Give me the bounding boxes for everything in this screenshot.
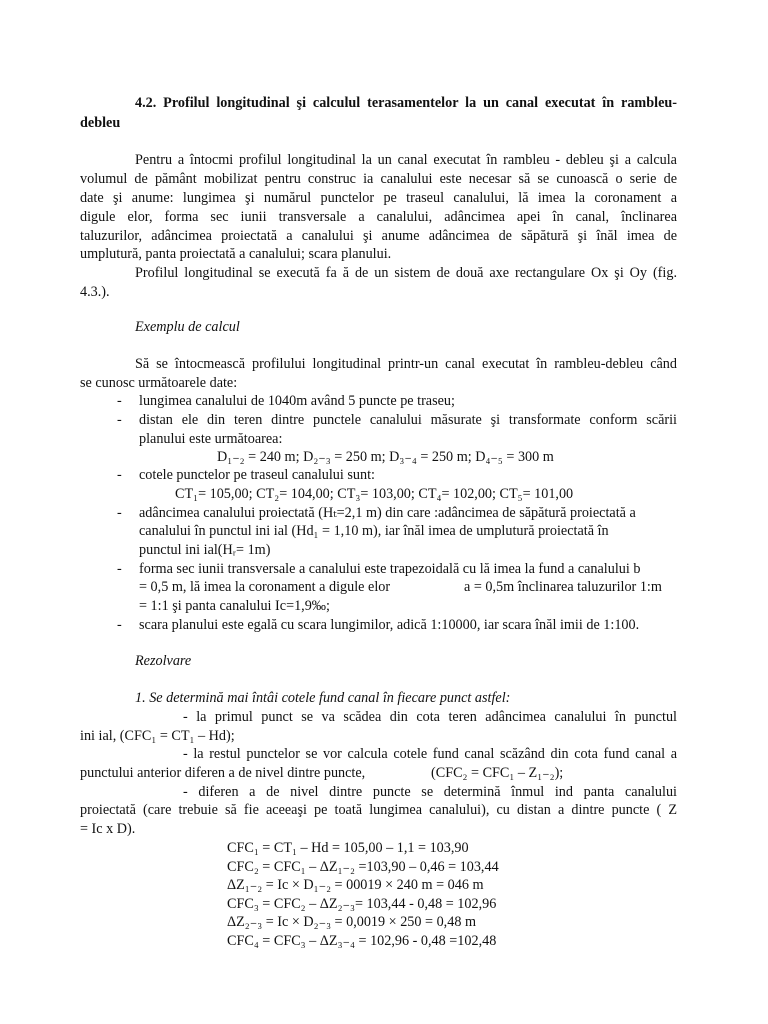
example-line: se cunosc următoarele date: [80, 375, 238, 391]
formula-line: ΔZ₂₋₃ = Ic × D₂₋₃ = 0,0019 × 250 = 0,48 m [227, 914, 477, 930]
bullet-text: = 1:1 şi panta canalului Ic=1,9‰; [139, 598, 330, 614]
bullet-dash: - [117, 505, 122, 521]
formula-line: CFC₁ = CT₁ – Hd = 105,00 – 1,1 = 103,90 [227, 840, 469, 856]
solution-line: ini ial, (CFC₁ = CT₁ – Hd); [80, 728, 235, 744]
bullet-text: lungimea canalului de 1040m având 5 puncte pe traseu; [139, 393, 455, 409]
bullet-text: canalului în punctul ini ial (Hd₁ = 1,10 m), iar înăl imea de umplutură proiectată în [139, 523, 609, 539]
bullet-text: a = 0,5m înclinarea taluzurilor 1:m [464, 579, 662, 595]
solution-line: punctului anterior diferen a de nivel dintre puncte, [80, 765, 366, 781]
solution-line: - la primul punct se va scădea din cota teren adâncimea canalului în punctul [183, 709, 677, 725]
bullet-text: adâncimea canalului proiectată (Hₜ=2,1 m) din care :adâncimea de săpătură proiectată a [139, 505, 636, 521]
bullet-text: planului este următoarea: [139, 431, 283, 447]
solution-heading: Rezolvare [135, 653, 192, 669]
intro-line: Pentru a întocmi profilul longitudinal la un canal executat în rambleu - debleu şi a calcula [135, 152, 677, 168]
bullet-text: cotele punctelor pe traseul canalului sunt: [139, 467, 375, 483]
solution-line: - la restul punctelor se vor calcula cotele fund canal scăzând din cota fund canal a [183, 746, 677, 762]
distances-equation: D₁₋₂ = 240 m; D₂₋₃ = 250 m; D₃₋₄ = 250 m; D₄₋₅ = 300 m [217, 449, 554, 465]
intro-line: Profilul longitudinal se execută fa ă de un sistem de două axe rectangulare Ox şi Oy (fig. [135, 265, 677, 281]
bullet-text: scara planului este egală cu scara lungimilor, adică 1:10000, iar scara înăl imii de 1:100. [139, 617, 640, 633]
bullet-dash: - [117, 561, 122, 577]
solution-line: proiectată (care trebuie să fie aceeaşi pe toată lungimea canalului), cu distan a dintre puncte ( Z [80, 802, 677, 818]
example-line: Să se întocmească profilului longitudinal printr-un canal executat în rambleu-debleu când [135, 356, 677, 372]
elevations-equation: CT₁= 105,00; CT₂= 104,00; CT₃= 103,00; CT₄= 102,00; CT₅= 101,00 [175, 486, 574, 502]
example-heading: Exemplu de calcul [135, 319, 240, 335]
intro-line: date şi anume: lungimea şi numărul punctelor pe traseul canalului, lă imea la coronament a [80, 190, 677, 206]
solution-step-1: 1. Se determină mai întâi cotele fund canal în fiecare punct astfel: [135, 690, 511, 706]
solution-line: = Ic x D). [80, 821, 136, 837]
intro-line: 4.3.). [80, 284, 110, 300]
solution-line: - diferen a de nivel dintre puncte se determină înmul ind panta canalului [183, 784, 677, 800]
formula-line: CFC₄ = CFC₃ – ΔZ₃₋₄ = 102,96 - 0,48 =102,48 [227, 933, 497, 949]
section-title-line-2: debleu [80, 115, 121, 131]
solution-line: (CFC₂ = CFC₁ – Z₁₋₂); [431, 765, 564, 781]
bullet-dash: - [117, 617, 122, 633]
formula-line: CFC₂ = CFC₁ – ΔZ₁₋₂ =103,90 – 0,46 = 103,44 [227, 859, 499, 875]
bullet-text: forma sec iunii transversale a canalului este trapezoidală cu lă imea la fund a canalului b [139, 561, 641, 577]
formula-line: CFC₃ = CFC₂ – ΔZ₂₋₃= 103,44 - 0,48 = 102,96 [227, 896, 497, 912]
formula-line: ΔZ₁₋₂ = Ic × D₁₋₂ = 00019 × 240 m = 046 m [227, 877, 484, 893]
bullet-text: = 0,5 m, lă imea la coronament a digule elor [139, 579, 391, 595]
intro-line: umplutură, panta proiectată a canalului; scara planului. [80, 246, 392, 262]
section-title-line-1: 4.2. Profilul longitudinal şi calculul terasamentelor la un canal executat în rambleu- [135, 95, 677, 111]
intro-line: digule elor, forma sec iunii transversale a canalului, adâncimea apei în canal, înclinarea [80, 209, 677, 225]
intro-line: taluzurilor, adâncimea proiectată a canalului şi anume adâncimea de săpătură şi înăl imea de [80, 228, 677, 244]
bullet-dash: - [117, 412, 122, 428]
bullet-dash: - [117, 393, 122, 409]
bullet-text: punctul ini ial(Hᵣ= 1m) [139, 542, 271, 558]
bullet-text: distan ele din teren dintre punctele canalului măsurate şi transformate conform scării [139, 412, 677, 428]
intro-line: volumul de pământ mobilizat pentru construc ia canalului este necesar să se cunoască o serie de [80, 171, 677, 187]
bullet-dash: - [117, 467, 122, 483]
